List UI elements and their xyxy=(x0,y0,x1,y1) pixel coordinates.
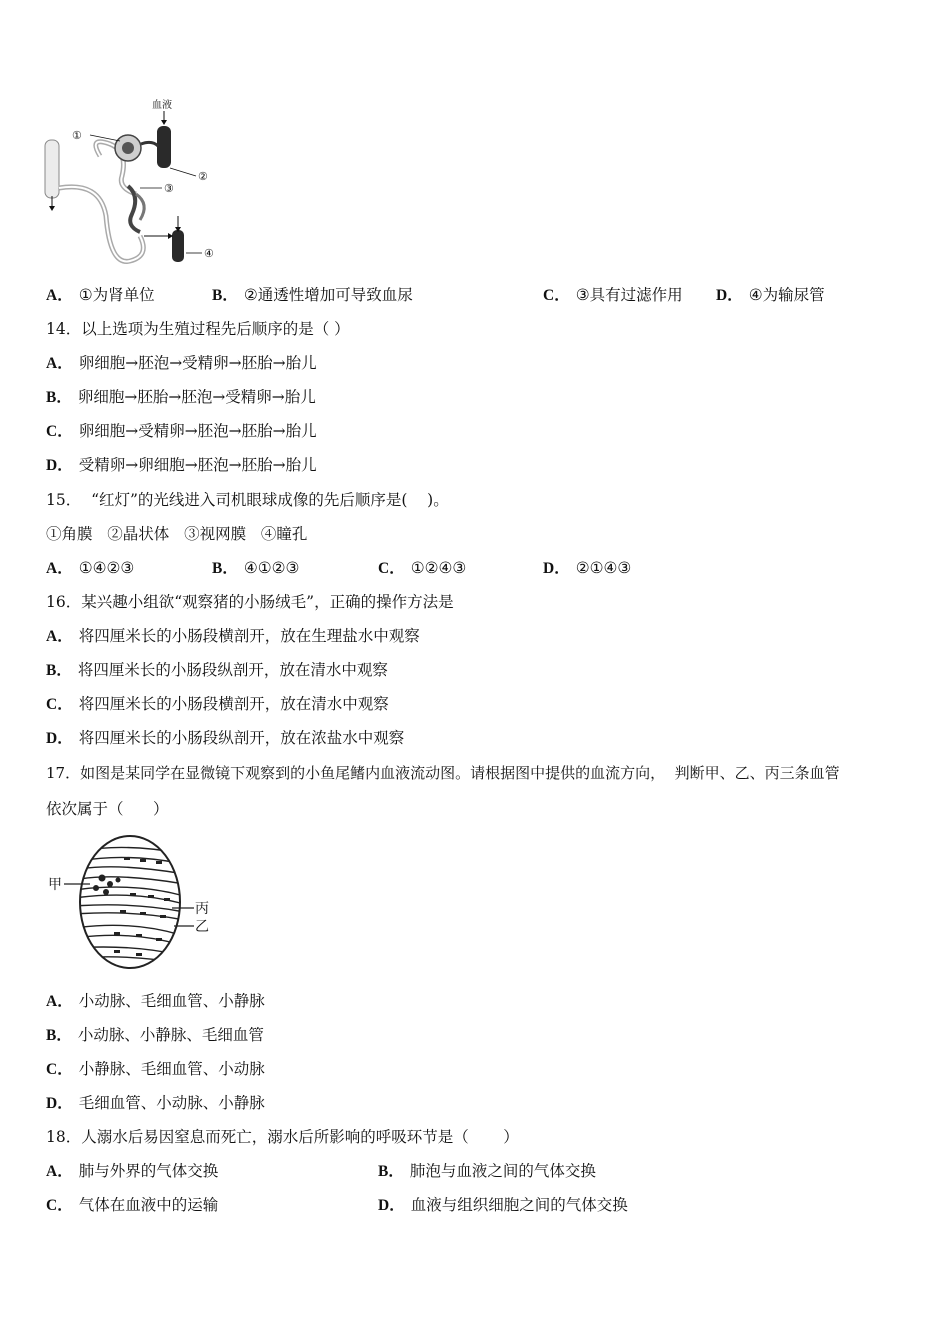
q18-stem: 18．人溺水后易因窒息而死亡，溺水后所影响的呼吸环节是（ ） xyxy=(46,1128,519,1146)
q16-stem: 16．某兴趣小组欲“观察猪的小肠绒毛”，正确的操作方法是 xyxy=(46,593,454,611)
marker-3: ③ xyxy=(164,182,174,195)
blood-flow-diagram xyxy=(44,832,214,972)
label-bing: 丙 xyxy=(195,901,209,917)
q14-option-c: C． 卵细胞→受精卵→胚泡→胚胎→胎儿 xyxy=(46,422,317,440)
q16-option-a: A． 将四厘米长的小肠段横剖开，放在生理盐水中观察 xyxy=(46,627,420,645)
q15-stem: 15． “红灯”的光线进入司机眼球成像的先后顺序是( )。 xyxy=(46,491,449,509)
q17-option-c: C． 小静脉、毛细血管、小动脉 xyxy=(46,1060,265,1078)
q15-option-b: B． ④①②③ xyxy=(212,559,300,577)
q17-stem-line1: 17．如图是某同学在显微镜下观察到的小鱼尾鳍内血液流动图。请根据图中提供的血流方向， 判断甲、乙、丙三条血管 xyxy=(46,764,840,782)
q17-option-d: D． 毛细血管、小动脉、小静脉 xyxy=(46,1094,265,1112)
q18-option-d: D． 血液与组织细胞之间的气体交换 xyxy=(378,1196,628,1214)
q17-option-a: A． 小动脉、毛细血管、小静脉 xyxy=(46,992,265,1010)
fish-tail-figure xyxy=(44,832,214,972)
q15-option-a: A． ①④②③ xyxy=(46,559,135,577)
q14-option-d: D． 受精卵→卵细胞→胚泡→胚胎→胎儿 xyxy=(46,456,317,474)
q18-option-c: C． 气体在血液中的运输 xyxy=(46,1196,219,1214)
kidney-figure xyxy=(40,96,230,274)
q13-option-c: C． ③具有过滤作用 xyxy=(543,286,683,304)
q15-option-d: D． ②①④③ xyxy=(543,559,632,577)
q17-stem-line2: 依次属于（ ） xyxy=(46,800,169,818)
q16-option-b: B． 将四厘米长的小肠段纵剖开，放在清水中观察 xyxy=(46,661,388,679)
q17-option-b: B． 小动脉、小静脉、毛细血管 xyxy=(46,1026,264,1044)
q15-option-c: C． ①②④③ xyxy=(378,559,467,577)
kidney-diagram xyxy=(40,96,230,274)
q13-option-d: D． ④为输尿管 xyxy=(716,286,825,304)
q13-option-a: A． ①为肾单位 xyxy=(46,286,155,304)
q16-option-c: C． 将四厘米长的小肠段横剖开，放在清水中观察 xyxy=(46,695,389,713)
q14-stem: 14．以上选项为生殖过程先后顺序的是（ ） xyxy=(46,320,350,338)
label-yi: 乙 xyxy=(195,919,209,935)
q15-items: ①角膜 ②晶状体 ③视网膜 ④瞳孔 xyxy=(46,525,308,543)
q14-option-b: B． 卵细胞→胚胎→胚泡→受精卵→胎儿 xyxy=(46,388,316,406)
marker-2: ② xyxy=(198,170,208,183)
marker-1: ① xyxy=(72,129,82,142)
figure-label-blood: 血液 xyxy=(152,100,172,111)
q18-option-a: A． 肺与外界的气体交换 xyxy=(46,1162,219,1180)
q16-option-d: D． 将四厘米长的小肠段纵剖开，放在浓盐水中观察 xyxy=(46,729,405,747)
q18-option-b: B． 肺泡与血液之间的气体交换 xyxy=(378,1162,596,1180)
q14-option-a: A． 卵细胞→胚泡→受精卵→胚胎→胎儿 xyxy=(46,354,317,372)
label-jia: 甲 xyxy=(48,877,62,893)
q13-option-b: B． ②通透性增加可导致血尿 xyxy=(212,286,413,304)
marker-4: ④ xyxy=(204,247,214,260)
